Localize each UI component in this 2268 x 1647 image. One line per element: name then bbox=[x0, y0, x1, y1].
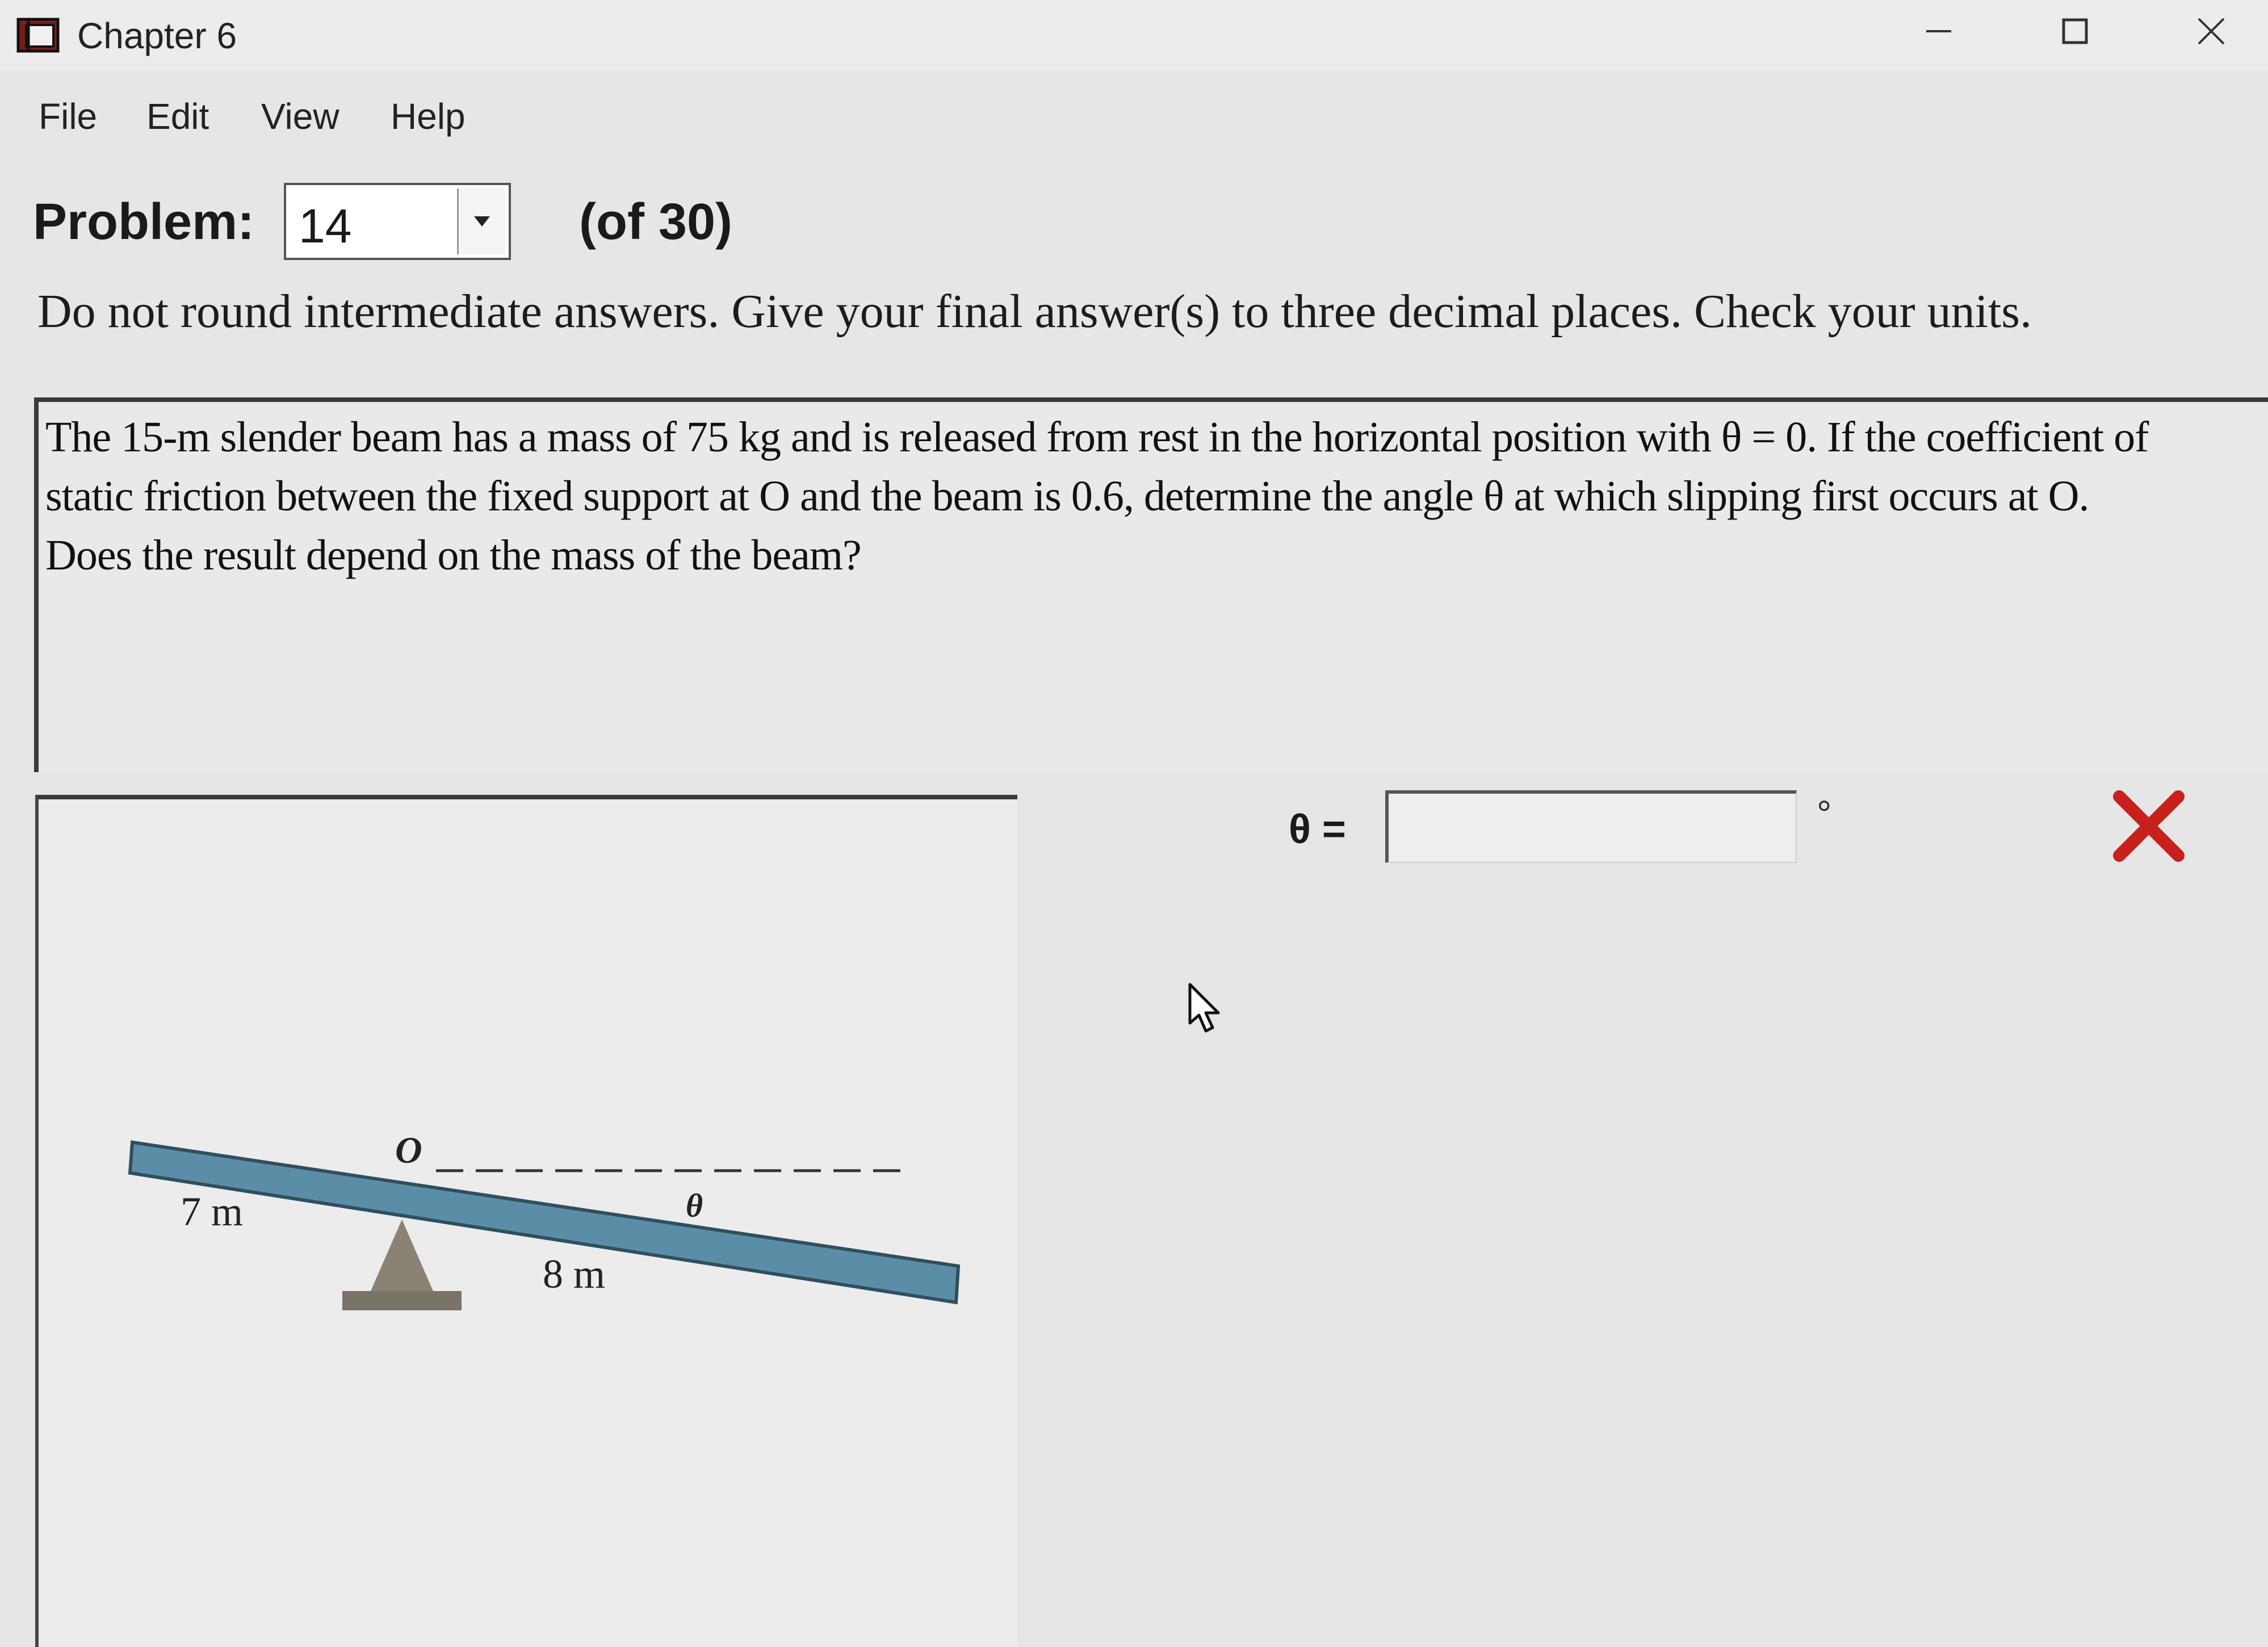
instructions-text: Do not round intermediate answers. Give your final answer(s) to three decimal places. Check your units. bbox=[37, 285, 2032, 338]
window-title-bar bbox=[0, 0, 2268, 71]
problem-select-value: 14 bbox=[299, 199, 352, 253]
window-title: Chapter 6 bbox=[77, 15, 237, 56]
problem-select[interactable] bbox=[284, 183, 511, 260]
problem-label: Problem: bbox=[33, 194, 255, 250]
dropdown-button[interactable] bbox=[457, 188, 505, 254]
answer-input[interactable] bbox=[1385, 790, 1797, 863]
label-theta: θ bbox=[686, 1187, 703, 1224]
menu-file[interactable]: File bbox=[39, 96, 98, 137]
minimize-icon bbox=[1922, 14, 1956, 48]
beam-figure bbox=[39, 799, 1017, 1647]
close-icon bbox=[2194, 14, 2228, 48]
maximize-button[interactable] bbox=[2032, 0, 2118, 62]
statement-line-1: The 15-m slender beam has a mass of 75 kg and is released from rest in the horizontal position with θ = 0. If the coefficient of bbox=[45, 413, 2149, 461]
mouse-cursor-icon bbox=[1187, 982, 1226, 1033]
fixed-support bbox=[371, 1219, 433, 1291]
book-icon bbox=[16, 16, 60, 53]
problem-statement bbox=[45, 408, 2259, 585]
label-O: O bbox=[395, 1130, 422, 1171]
answer-label: θ = bbox=[1289, 807, 1346, 852]
support-base bbox=[342, 1291, 462, 1310]
statement-line-3: Does the result depend on the mass of the beam? bbox=[45, 531, 861, 579]
label-8m: 8 m bbox=[543, 1251, 606, 1297]
maximize-icon bbox=[2058, 14, 2092, 48]
statement-line-2: static friction between the fixed support at O and the beam is 0.6, determine the angle θ at which slipping first occurs at O. bbox=[45, 472, 2089, 520]
menu-bar bbox=[0, 85, 2268, 148]
menu-edit[interactable]: Edit bbox=[146, 96, 209, 137]
chevron-down-icon bbox=[471, 213, 493, 230]
minimize-button[interactable] bbox=[1896, 0, 1981, 62]
figure-panel bbox=[35, 795, 1017, 1647]
menu-help[interactable]: Help bbox=[391, 96, 466, 137]
problem-statement-panel bbox=[34, 397, 2268, 772]
incorrect-x-icon bbox=[2109, 786, 2189, 866]
problem-count: (of 30) bbox=[579, 194, 732, 250]
menu-view[interactable]: View bbox=[261, 96, 339, 137]
answer-unit: ° bbox=[1817, 793, 1832, 835]
label-7m: 7 m bbox=[181, 1189, 244, 1234]
close-button[interactable] bbox=[2169, 0, 2254, 62]
